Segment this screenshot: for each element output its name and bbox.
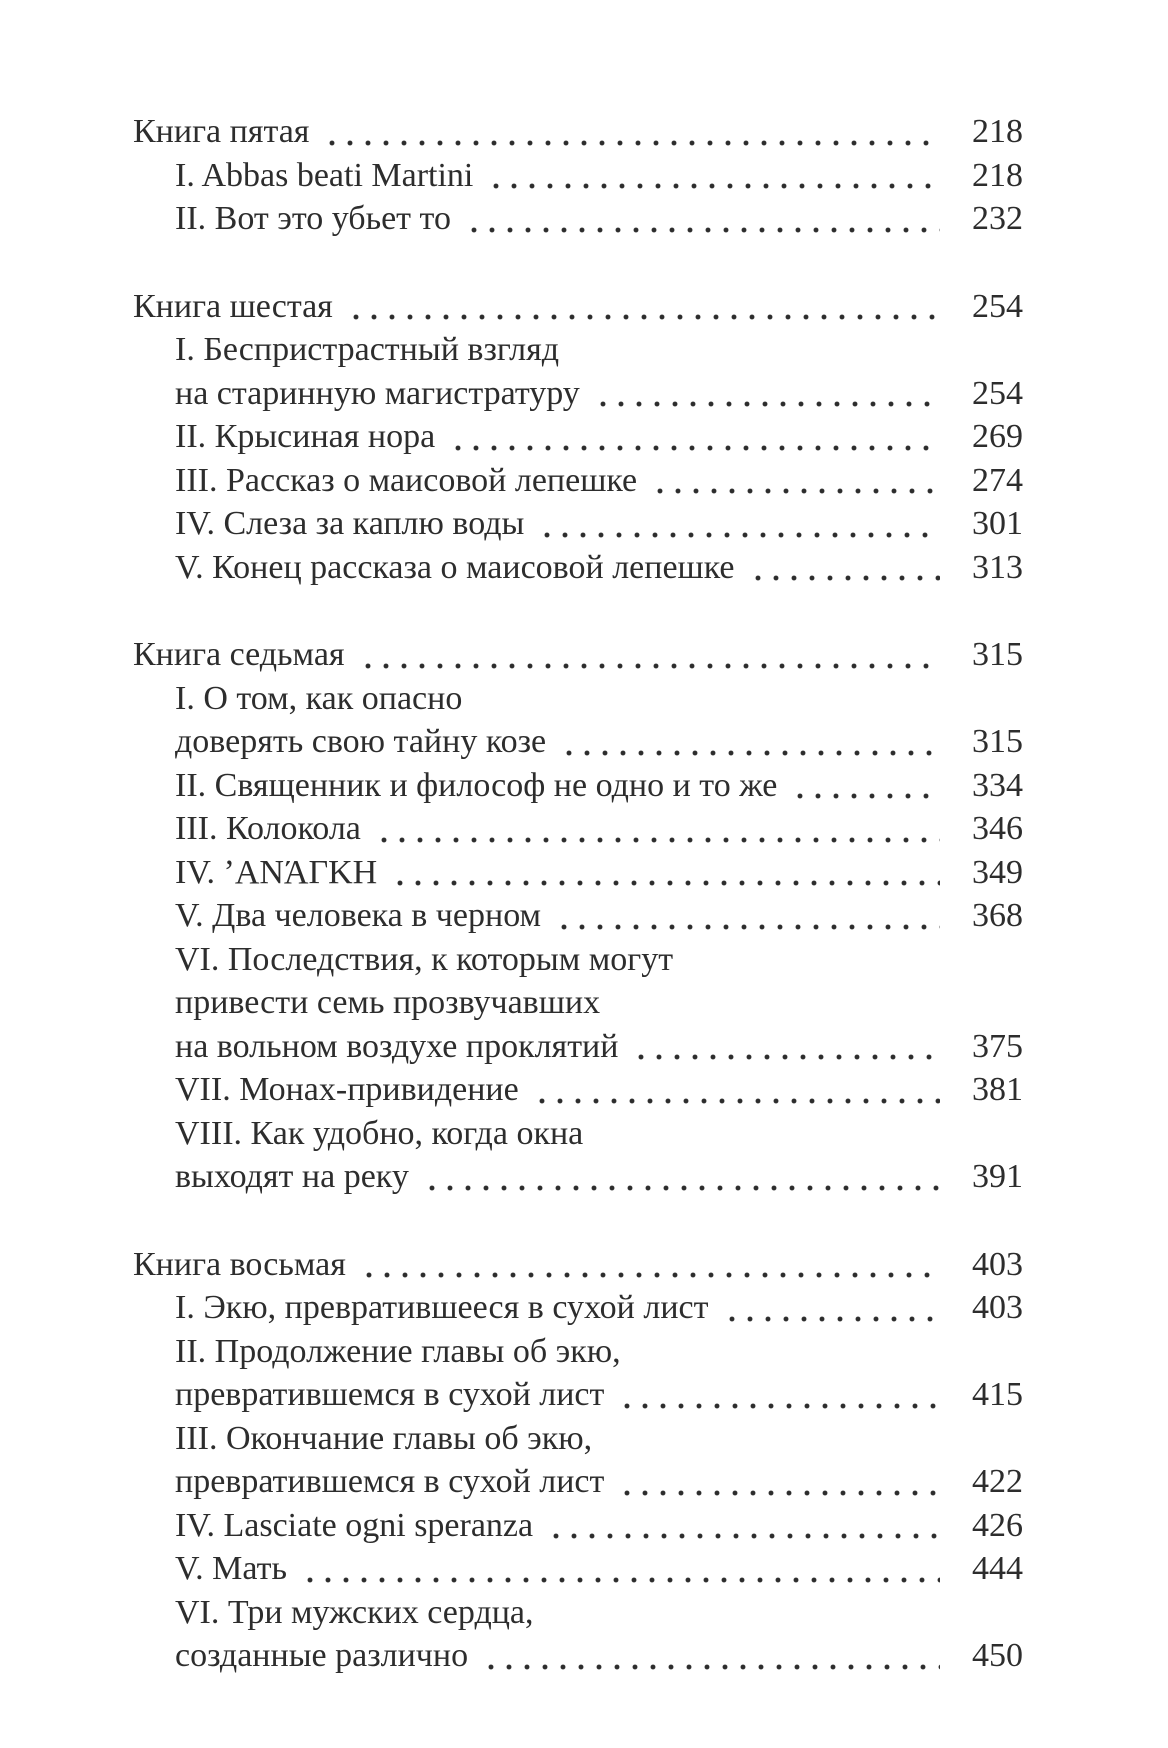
toc-entry-text: I. О том, как опасно bbox=[175, 679, 463, 717]
section-gap bbox=[133, 589, 1023, 633]
toc-entry-text: III. Рассказ о маисовой лепешке bbox=[175, 461, 638, 499]
toc-entry-text: превратившемся в сухой лист bbox=[175, 1463, 605, 1500]
toc-row bbox=[133, 764, 1023, 808]
toc-entry-text: V. Мать bbox=[175, 1550, 287, 1587]
toc-entry-text: Книга шестая bbox=[133, 287, 333, 325]
toc-row bbox=[133, 1634, 1023, 1678]
toc-entry-text: VIII. Как удобно, когда окна bbox=[175, 1114, 584, 1152]
toc-row bbox=[133, 328, 1023, 372]
toc-entry-text: II. Священник и философ не одно и то же bbox=[175, 766, 778, 804]
toc-row bbox=[133, 1417, 1023, 1461]
dot-leader bbox=[465, 224, 940, 236]
toc-entry-text: I. Экю, превратившееся в сухой лист bbox=[175, 1289, 709, 1326]
toc-row bbox=[133, 633, 1023, 677]
toc-row bbox=[133, 1547, 1023, 1591]
page-number: 301 bbox=[972, 505, 1023, 542]
page-number: 346 bbox=[972, 810, 1023, 847]
page-number: 218 bbox=[972, 113, 1023, 150]
dot-leader bbox=[423, 1182, 940, 1194]
toc-row bbox=[133, 807, 1023, 851]
page-number: 232 bbox=[972, 200, 1023, 237]
dot-leader bbox=[547, 1530, 940, 1542]
toc-row bbox=[133, 502, 1023, 546]
section-gap bbox=[133, 241, 1023, 285]
toc-entry-text: V. Конец рассказа о маисовой лепешке bbox=[175, 548, 735, 586]
toc-row bbox=[133, 1243, 1023, 1287]
toc-entry-text: на старинную магистратуру bbox=[175, 374, 580, 412]
toc-row bbox=[133, 285, 1023, 329]
toc-row bbox=[133, 1112, 1023, 1156]
page-number: 274 bbox=[972, 461, 1023, 499]
dot-leader bbox=[791, 790, 940, 802]
toc-entry-text: III. Колокола bbox=[175, 810, 361, 847]
page-number: 444 bbox=[972, 1550, 1023, 1587]
toc-row bbox=[133, 1504, 1023, 1548]
toc-row bbox=[133, 415, 1023, 459]
toc-entry-text: IV. ʼΑΝΆΓΚΗ bbox=[175, 853, 378, 891]
page-number: 269 bbox=[972, 418, 1023, 455]
toc-row bbox=[133, 197, 1023, 241]
toc-entry-text: I. Беспристрастный взгляд bbox=[175, 331, 560, 368]
dot-leader bbox=[555, 921, 940, 933]
toc-entry-text: выходят на реку bbox=[175, 1158, 409, 1195]
toc-row bbox=[133, 459, 1023, 503]
toc-row bbox=[133, 1460, 1023, 1504]
dot-leader bbox=[359, 660, 940, 672]
toc-row bbox=[133, 677, 1023, 721]
page-number: 254 bbox=[972, 287, 1023, 325]
page-number: 426 bbox=[972, 1506, 1023, 1544]
page-number: 218 bbox=[972, 156, 1023, 194]
dot-leader bbox=[560, 747, 940, 759]
toc-row bbox=[133, 372, 1023, 416]
toc-entry-text: Книга седьмая bbox=[133, 636, 345, 673]
toc-row bbox=[133, 546, 1023, 590]
toc-entry-text: V. Два человека в черном bbox=[175, 897, 542, 934]
toc-row bbox=[133, 154, 1023, 198]
page-number: 415 bbox=[972, 1376, 1023, 1413]
dot-leader bbox=[651, 485, 940, 497]
dot-leader bbox=[347, 311, 940, 323]
page-number: 315 bbox=[972, 723, 1023, 760]
dot-leader bbox=[632, 1051, 940, 1063]
toc-row bbox=[133, 894, 1023, 938]
toc-entry-text: II. Крысиная нора bbox=[175, 418, 436, 455]
page-number: 391 bbox=[972, 1158, 1023, 1195]
toc-entry-text: VII. Монах-привидение bbox=[175, 1071, 519, 1108]
dot-leader bbox=[323, 137, 940, 149]
toc-entry-text: VI. Последствия, к которым могут bbox=[175, 940, 674, 978]
toc-entry-text: II. Продолжение главы об экю, bbox=[175, 1332, 621, 1370]
toc-row bbox=[133, 1330, 1023, 1374]
page-number: 349 bbox=[972, 853, 1023, 891]
page-number: 254 bbox=[972, 374, 1023, 412]
toc-row bbox=[133, 851, 1023, 895]
toc-entry-text: привести семь прозвучавших bbox=[175, 984, 601, 1021]
toc-row bbox=[133, 110, 1023, 154]
page-number: 450 bbox=[972, 1637, 1023, 1674]
page-number: 313 bbox=[972, 548, 1023, 586]
dot-leader bbox=[487, 180, 940, 192]
dot-leader bbox=[594, 398, 940, 410]
toc-entry-text: II. Вот это убьет то bbox=[175, 200, 451, 237]
dot-leader bbox=[538, 529, 940, 541]
page-number: 334 bbox=[972, 766, 1023, 804]
toc-entry-text: Книга пятая bbox=[133, 113, 310, 150]
dot-leader bbox=[723, 1313, 941, 1325]
dot-leader bbox=[360, 1269, 940, 1281]
toc-entry-text: III. Окончание главы об экю, bbox=[175, 1419, 593, 1457]
toc-entry-text: Книга восьмая bbox=[133, 1245, 346, 1283]
dot-leader bbox=[375, 834, 940, 846]
dot-leader bbox=[482, 1661, 940, 1673]
section-gap bbox=[133, 1199, 1023, 1243]
dot-leader bbox=[301, 1574, 940, 1586]
dot-leader bbox=[533, 1095, 940, 1107]
dot-leader bbox=[618, 1400, 940, 1412]
dot-leader bbox=[749, 572, 941, 584]
page-number: 403 bbox=[972, 1289, 1023, 1326]
page-number: 368 bbox=[972, 897, 1023, 934]
toc-row bbox=[133, 1286, 1023, 1330]
page-number: 315 bbox=[972, 636, 1023, 673]
dot-leader bbox=[449, 442, 940, 454]
toc-row bbox=[133, 938, 1023, 982]
dot-leader bbox=[391, 877, 940, 889]
toc-entry-text: созданные различно bbox=[175, 1637, 469, 1674]
toc-entry-text: IV. Lasciate ogni speranza bbox=[175, 1506, 534, 1544]
toc-row bbox=[133, 1068, 1023, 1112]
toc-entry-text: на вольном воздухе проклятий bbox=[175, 1027, 619, 1065]
page-number: 403 bbox=[972, 1245, 1023, 1283]
toc-row bbox=[133, 1591, 1023, 1635]
toc-row bbox=[133, 1155, 1023, 1199]
toc-row bbox=[133, 1025, 1023, 1069]
toc-entry-text: превратившемся в сухой лист bbox=[175, 1376, 605, 1413]
toc-entry-text: доверять свою тайну козе bbox=[175, 723, 547, 760]
page-number: 422 bbox=[972, 1463, 1023, 1500]
page-number: 381 bbox=[972, 1071, 1023, 1108]
toc bbox=[133, 110, 1023, 1678]
page-number: 375 bbox=[972, 1027, 1023, 1065]
toc-row bbox=[133, 1373, 1023, 1417]
toc-entry-text: IV. Слеза за каплю воды bbox=[175, 505, 525, 542]
toc-row bbox=[133, 981, 1023, 1025]
toc-entry-text: VI. Три мужских сердца, bbox=[175, 1593, 534, 1631]
toc-row bbox=[133, 720, 1023, 764]
toc-entry-text: I. Abbas beati Martini bbox=[175, 156, 474, 194]
dot-leader bbox=[618, 1487, 940, 1499]
